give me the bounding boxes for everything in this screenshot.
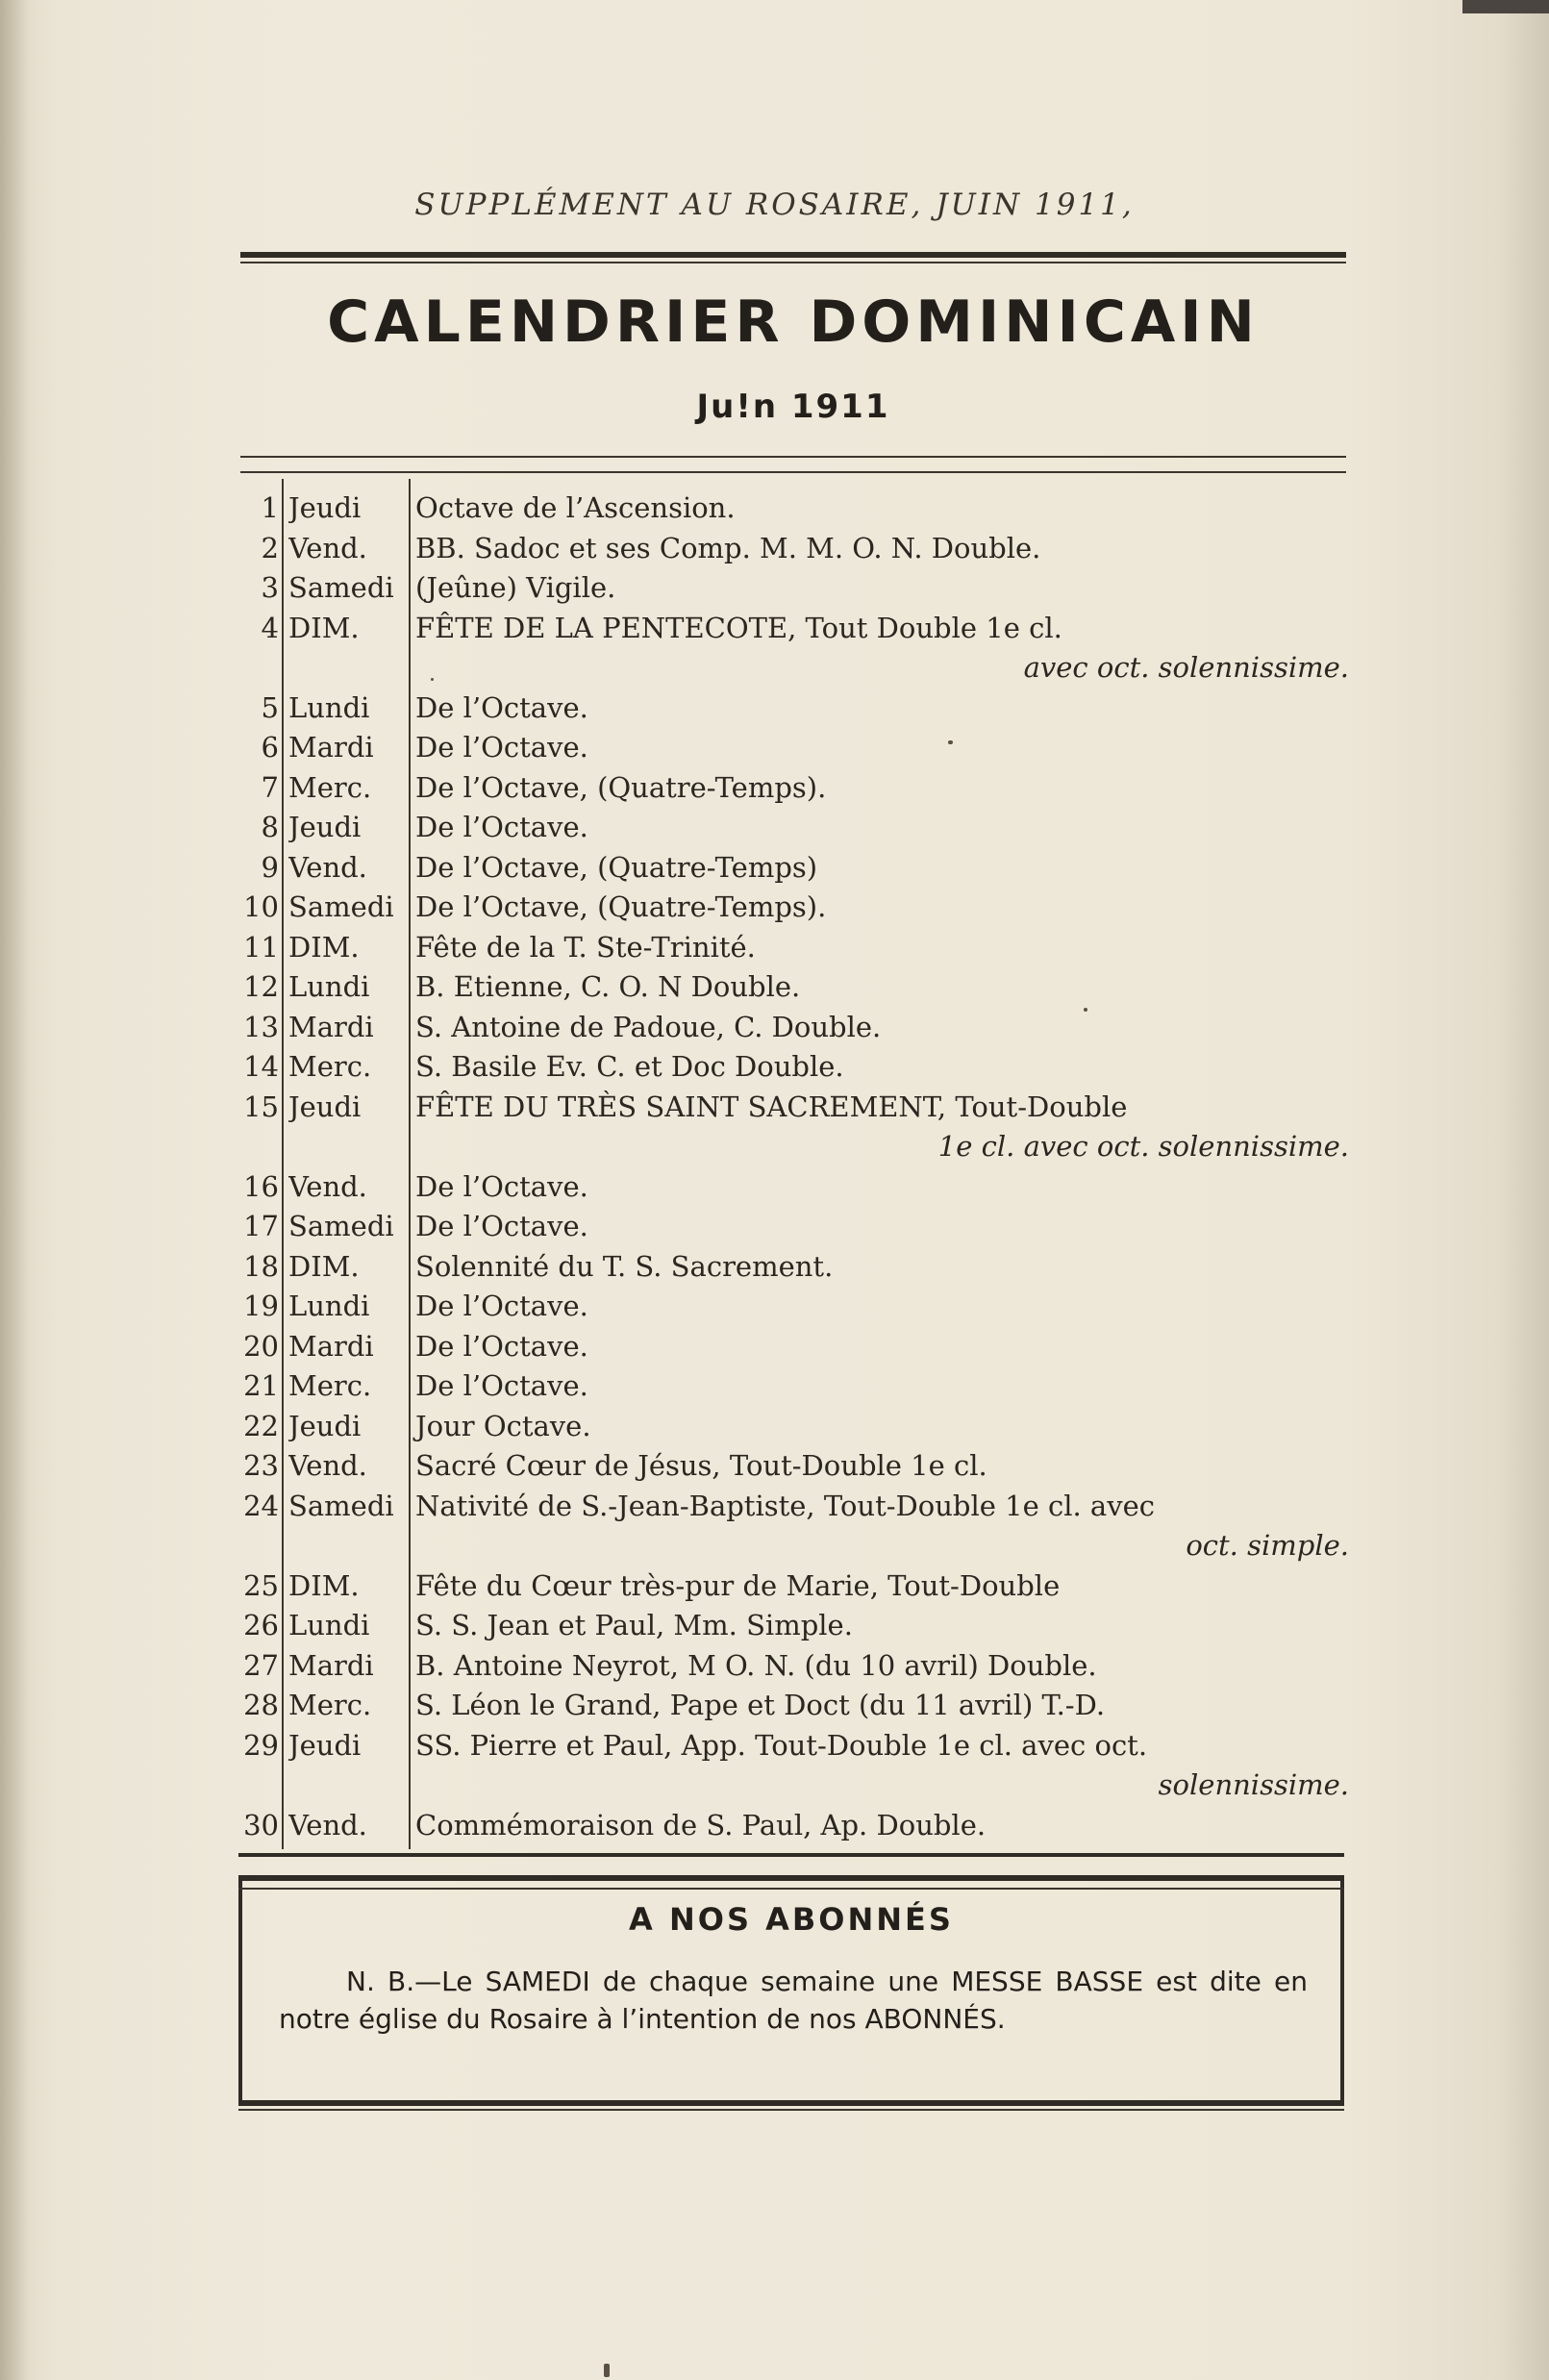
calendar-row: [0, 1207, 1549, 1245]
feast-entry: S. Basile Ev. C. et Doc Double.: [415, 1050, 844, 1083]
running-head: SUPPLÉMENT AU ROSAIRE, JUIN 1911,: [414, 188, 1135, 222]
day-number: 22: [243, 1409, 279, 1442]
calendar-row: [0, 1008, 1549, 1046]
calendar-row: [0, 1047, 1549, 1086]
feast-entry-continuation: 1e cl. avec oct. solennissime.: [937, 1130, 1349, 1163]
feast-entry: BB. Sadoc et ses Comp. M. M. O. N. Double.: [415, 531, 1041, 564]
feast-entry-continuation: oct. simple.: [1186, 1529, 1349, 1562]
feast-entry: De l’Octave.: [415, 731, 588, 764]
notice-inner-top-rule: [238, 1888, 1344, 1890]
day-number: 1: [261, 491, 279, 524]
calendar-row: [0, 1287, 1549, 1325]
weekday: Samedi: [288, 571, 394, 604]
calendar-row: [0, 1646, 1549, 1685]
day-number: 12: [243, 970, 279, 1003]
weekday: Vend.: [288, 531, 367, 564]
feast-entry: De l’Octave, (Quatre-Temps): [415, 850, 818, 884]
feast-entry: Fête de la T. Ste-Trinité.: [415, 930, 756, 964]
calendar-row: [0, 568, 1549, 607]
day-number: 4: [261, 611, 279, 644]
day-number: 2: [261, 531, 279, 564]
day-number: 14: [243, 1050, 279, 1083]
day-number: 24: [243, 1489, 279, 1522]
paper-speck: [1084, 1008, 1087, 1012]
table-top-rule-2: [240, 471, 1346, 473]
notice-inner-bottom-rule: [238, 2109, 1344, 2111]
calendar-row: [0, 689, 1549, 727]
weekday: Jeudi: [288, 811, 362, 843]
calendar-row: [0, 1606, 1549, 1644]
feast-entry: De l’Octave.: [415, 1369, 588, 1402]
feast-entry: Sacré Cœur de Jésus, Tout-Double 1e cl.: [415, 1449, 987, 1482]
calendar-row: [0, 1247, 1549, 1286]
table-bottom-rule: [238, 1853, 1344, 1857]
weekday: Jeudi: [288, 1728, 362, 1762]
calendar-row: [0, 489, 1549, 527]
feast-entry-continuation: solennissime.: [1158, 1768, 1349, 1801]
weekday: Vend.: [288, 850, 367, 884]
calendar-row: [0, 1446, 1549, 1485]
calendar-row: [0, 888, 1549, 926]
feast-entry: De l’Octave, (Quatre-Temps).: [415, 770, 827, 804]
weekday: Merc.: [288, 1689, 372, 1721]
weekday: Mardi: [288, 1010, 374, 1043]
feast-entry: S. S. Jean et Paul, Mm. Simple.: [415, 1609, 853, 1641]
feast-entry: De l’Octave.: [415, 690, 588, 724]
feast-entry: De l’Octave.: [415, 1169, 588, 1203]
calendar-row: [0, 1566, 1549, 1605]
feast-entry: S. Antoine de Padoue, C. Double.: [415, 1010, 882, 1043]
weekday: Merc.: [288, 1369, 372, 1402]
calendar-row: [0, 768, 1549, 807]
calendar-row: [0, 1327, 1549, 1365]
day-number: 21: [243, 1369, 279, 1402]
weekday: Lundi: [288, 970, 370, 1003]
feast-entry: De l’Octave, (Quatre-Temps).: [415, 890, 827, 923]
feast-entry: Nativité de S.-Jean-Baptiste, Tout-Double 1e cl. avec: [415, 1489, 1156, 1522]
weekday: Samedi: [288, 1489, 394, 1522]
calendar-row: [0, 1686, 1549, 1724]
weekday: Vend.: [288, 1449, 367, 1482]
notice-heading: A NOS ABONNÉS: [629, 1901, 954, 1938]
calendar-row-continuation: [0, 1526, 1549, 1565]
calendar-row: [0, 848, 1549, 887]
page-title: CALENDRIER DOMINICAIN: [327, 288, 1260, 356]
day-number: 20: [243, 1329, 279, 1363]
calendar-row: [0, 1366, 1549, 1405]
feast-entry: De l’Octave.: [415, 1329, 588, 1363]
calendar-row: [0, 928, 1549, 966]
calendar-row: [0, 1167, 1549, 1206]
day-number: 15: [243, 1090, 279, 1123]
weekday: DIM.: [288, 930, 360, 964]
calendar-row: [0, 1726, 1549, 1765]
weekday: DIM.: [288, 1568, 360, 1602]
day-number: 6: [261, 731, 279, 764]
calendar-row: [0, 728, 1549, 766]
weekday: Mardi: [288, 1648, 374, 1682]
feast-entry: De l’Octave.: [415, 1290, 588, 1322]
feast-entry: De l’Octave.: [415, 1210, 588, 1242]
weekday: Lundi: [288, 1609, 370, 1641]
day-number: 8: [261, 811, 279, 843]
day-number: 23: [243, 1449, 279, 1482]
day-number: 9: [261, 850, 279, 884]
feast-entry: Fête du Cœur très-pur de Marie, Tout-Double: [415, 1568, 1061, 1602]
calendar-row-continuation: [0, 1766, 1549, 1804]
calendar-row: [0, 529, 1549, 567]
notice-text-body: N. B.—Le SAMEDI de chaque semaine une MESSE BASSE est dite en notre église du Rosaire à l’intention de nos ABONNÉS.: [279, 1966, 1308, 2035]
weekday: Mardi: [288, 731, 374, 764]
weekday: Merc.: [288, 1050, 372, 1083]
weekday: Jeudi: [288, 1409, 362, 1442]
feast-entry-continuation: avec oct. solennissime.: [1023, 651, 1349, 684]
table-top-rule: [240, 456, 1346, 458]
day-number: 10: [243, 890, 279, 923]
weekday: Lundi: [288, 1290, 370, 1322]
calendar-row: [0, 808, 1549, 846]
paper-speck: [948, 740, 953, 744]
feast-entry: Commémoraison de S. Paul, Ap. Double.: [415, 1808, 987, 1841]
feast-entry: Solennité du T. S. Sacrement.: [415, 1249, 834, 1283]
calendar-row: [0, 1407, 1549, 1445]
feast-entry: B. Antoine Neyrot, M O. N. (du 10 avril) Double.: [415, 1648, 1097, 1682]
feast-entry: SS. Pierre et Paul, App. Tout-Double 1e cl. avec oct.: [415, 1728, 1148, 1762]
feast-entry: Octave de l’Ascension.: [415, 491, 736, 524]
calendar-row: [0, 967, 1549, 1006]
feast-entry: Jour Octave.: [415, 1409, 591, 1442]
weekday: Vend.: [288, 1808, 367, 1841]
page-subtitle: Ju!n 1911: [696, 388, 890, 426]
feast-entry: (Jeûne) Vigile.: [415, 571, 616, 604]
day-number: 18: [243, 1249, 279, 1283]
day-number: 7: [261, 770, 279, 804]
day-number: 19: [243, 1290, 279, 1322]
calendar-row-continuation: [0, 648, 1549, 687]
weekday: Samedi: [288, 890, 394, 923]
day-number: 13: [243, 1010, 279, 1043]
weekday: Merc.: [288, 770, 372, 804]
day-number: 11: [243, 930, 279, 964]
header-rule-thin: [240, 262, 1346, 263]
weekday: Jeudi: [288, 1090, 362, 1123]
calendar-row: [0, 1088, 1549, 1126]
day-number: 26: [243, 1609, 279, 1641]
day-number: 17: [243, 1210, 279, 1242]
paper-speck: [604, 2364, 610, 2377]
day-number: 27: [243, 1648, 279, 1682]
weekday: Vend.: [288, 1169, 367, 1203]
weekday: Mardi: [288, 1329, 374, 1363]
feast-entry: FÊTE DE LA PENTECOTE, Tout Double 1e cl.: [415, 611, 1062, 644]
day-number: 5: [261, 690, 279, 724]
day-number: 25: [243, 1568, 279, 1602]
notice-text: [279, 1963, 1308, 2038]
header-rule: [240, 252, 1346, 258]
feast-entry: FÊTE DU TRÈS SAINT SACREMENT, Tout-Double: [415, 1090, 1128, 1123]
day-number: 16: [243, 1169, 279, 1203]
feast-entry: De l’Octave.: [415, 811, 588, 843]
feast-entry: S. Léon le Grand, Pape et Doct (du 11 avril) T.-D.: [415, 1689, 1106, 1721]
day-number: 3: [261, 571, 279, 604]
page-corner-edge: [1462, 0, 1549, 13]
calendar-row: [0, 1487, 1549, 1525]
weekday: DIM.: [288, 1249, 360, 1283]
weekday: DIM.: [288, 611, 360, 644]
calendar-row-continuation: [0, 1127, 1549, 1165]
calendar-row: [0, 1806, 1549, 1844]
day-number: 28: [243, 1689, 279, 1721]
feast-entry: B. Etienne, C. O. N Double.: [415, 970, 801, 1003]
weekday: Samedi: [288, 1210, 394, 1242]
day-number: 30: [243, 1808, 279, 1841]
calendar-row: [0, 609, 1549, 647]
day-number: 29: [243, 1728, 279, 1762]
paper-speck: [431, 678, 434, 681]
weekday: Lundi: [288, 690, 370, 724]
weekday: Jeudi: [288, 491, 362, 524]
